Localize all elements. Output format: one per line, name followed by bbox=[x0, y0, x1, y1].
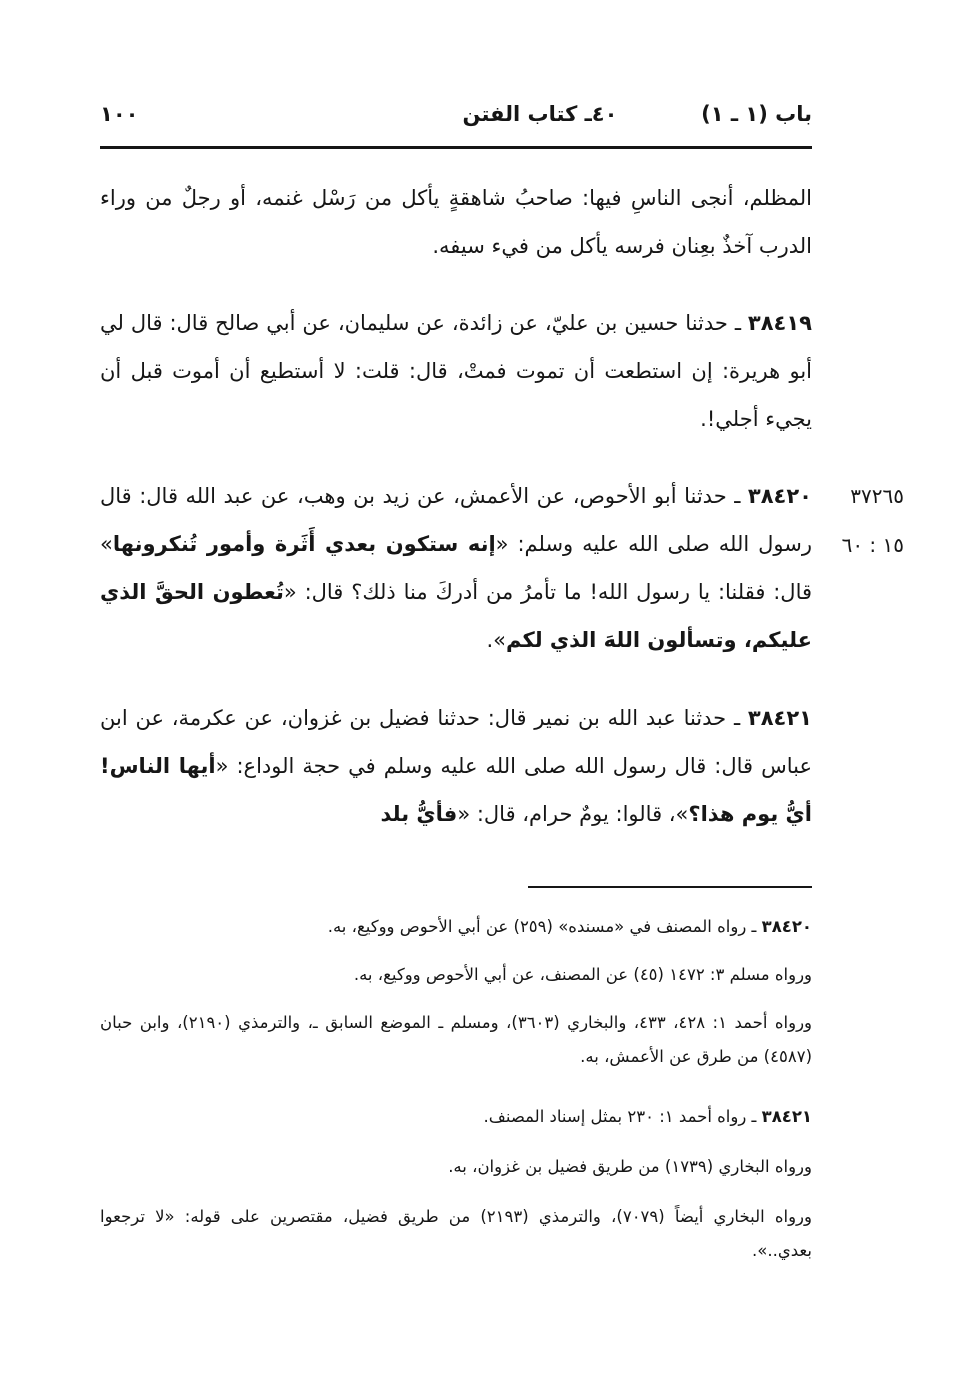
hadith-text: ـ حدثنا أبو الأحوص، عن الأعمش، عن زيد بن وهب، عن عبد الله قال: قال رسول الله صلى الله عليه وسلم: « bbox=[100, 484, 812, 556]
hadith-text: ». bbox=[486, 628, 507, 652]
margin-reference-1: ٣٧٢٦٥ bbox=[850, 484, 904, 508]
page-number: ١٠٠ bbox=[100, 102, 139, 126]
hadith-text: ـ حدثنا عبد الله بن نمير قال: حدثنا فضيل بن غزوان، عن عكرمة، عن ابن عباس قال: قال رسول الله صلى الله عليه وسلم في حجة الوداع: « bbox=[100, 706, 812, 778]
footnote bbox=[100, 1100, 812, 1134]
hadith-38420 bbox=[100, 472, 812, 664]
hadith-number: ٣٨٤٢٠ bbox=[747, 484, 812, 508]
footnote bbox=[100, 1150, 812, 1184]
paragraph-continuation bbox=[100, 174, 812, 270]
footnote-text: ورواه البخاري (١٧٣٩) من طريق فضيل بن غزوان، به. bbox=[448, 1157, 812, 1176]
footnote-divider bbox=[528, 886, 812, 888]
footnote-text: ورواه مسلم ٣: ١٤٧٢ (٤٥) عن المصنف، عن أبي الأحوص ووكيع، به. bbox=[353, 965, 812, 984]
hadith-number: ٣٨٤٢١ bbox=[747, 706, 812, 730]
footnote bbox=[100, 1006, 812, 1074]
footnote-number: ٣٨٤٢٠ bbox=[761, 917, 812, 936]
header-divider bbox=[100, 146, 812, 149]
footnote bbox=[100, 1200, 812, 1268]
footnote bbox=[100, 958, 812, 992]
hadith-text: » قال: فقلنا: يا رسول الله! ما تأمرُ من أدركَ منا ذلك؟ قال: « bbox=[100, 532, 813, 604]
hadith-38419 bbox=[100, 299, 812, 443]
hadith-quote: تُعطون الحقَّ الذي عليكم، وتسألون اللهَ الذي لكم bbox=[100, 580, 812, 652]
hadith-quote: فأيُّ بلد bbox=[380, 802, 458, 826]
footnote-text: ـ رواه أحمد ١: ٢٣٠ بمثل إسناد المصنف. bbox=[483, 1107, 762, 1126]
book-title: ٤٠ـ كتاب الفتن bbox=[462, 102, 618, 126]
footnote-text: ورواه البخاري أيضاً (٧٠٧٩)، والترمذي (٢١٩٣) من طريق فضيل، مقتصرين على قوله: «لا ترجعوا بعدي..». bbox=[100, 1207, 812, 1260]
hadith-38421 bbox=[100, 694, 812, 838]
hadith-quote: أيها الناس! أيُّ يوم هذا؟ bbox=[100, 754, 812, 826]
footnote bbox=[100, 910, 812, 944]
footnote-text: ـ رواه المصنف في «مسنده» (٢٥٩) عن أبي الأحوص ووكيع، به. bbox=[327, 917, 762, 936]
chapter-label: باب (١ ـ ١) bbox=[701, 102, 812, 126]
footnote-number: ٣٨٤٢١ bbox=[761, 1107, 812, 1126]
hadith-quote: إنه ستكون بعدي أَثَرة وأمور تُنكرونها bbox=[112, 532, 496, 556]
footnote-text: ورواه أحمد ١: ٤٢٨، ٤٣٣، والبخاري (٣٦٠٣)، ومسلم ـ الموضع السابق ـ، والترمذي (٢١٩٠)، وابن حبان (٤٥٨٧) من طرق عن الأعمش، به. bbox=[100, 1013, 813, 1066]
margin-reference-2: ١٥ : ٦٠ bbox=[841, 533, 904, 557]
hadith-text: »، قالوا: يومٌ حرام، قال: « bbox=[457, 802, 689, 826]
paragraph-text: المظلم، أنجى الناسِ فيها: صاحبُ شاهقةٍ يأكل من رَسْل غنمه، أو رجلٌ من وراء الدرب آخذٌ بعِنان فرسه يأكل من فيء سيفه. bbox=[100, 186, 812, 258]
hadith-number: ٣٨٤١٩ bbox=[747, 311, 812, 335]
page-header bbox=[100, 96, 812, 136]
hadith-text: ـ حدثنا حسين بن عليّ، عن زائدة، عن سليمان، عن أبي صالح قال: قال لي أبو هريرة: إن استطعت أن تموت فمتْ، قال: قلت: لا أستطيع أن أموت قبل أن يجيء أجلي!. bbox=[100, 311, 812, 431]
